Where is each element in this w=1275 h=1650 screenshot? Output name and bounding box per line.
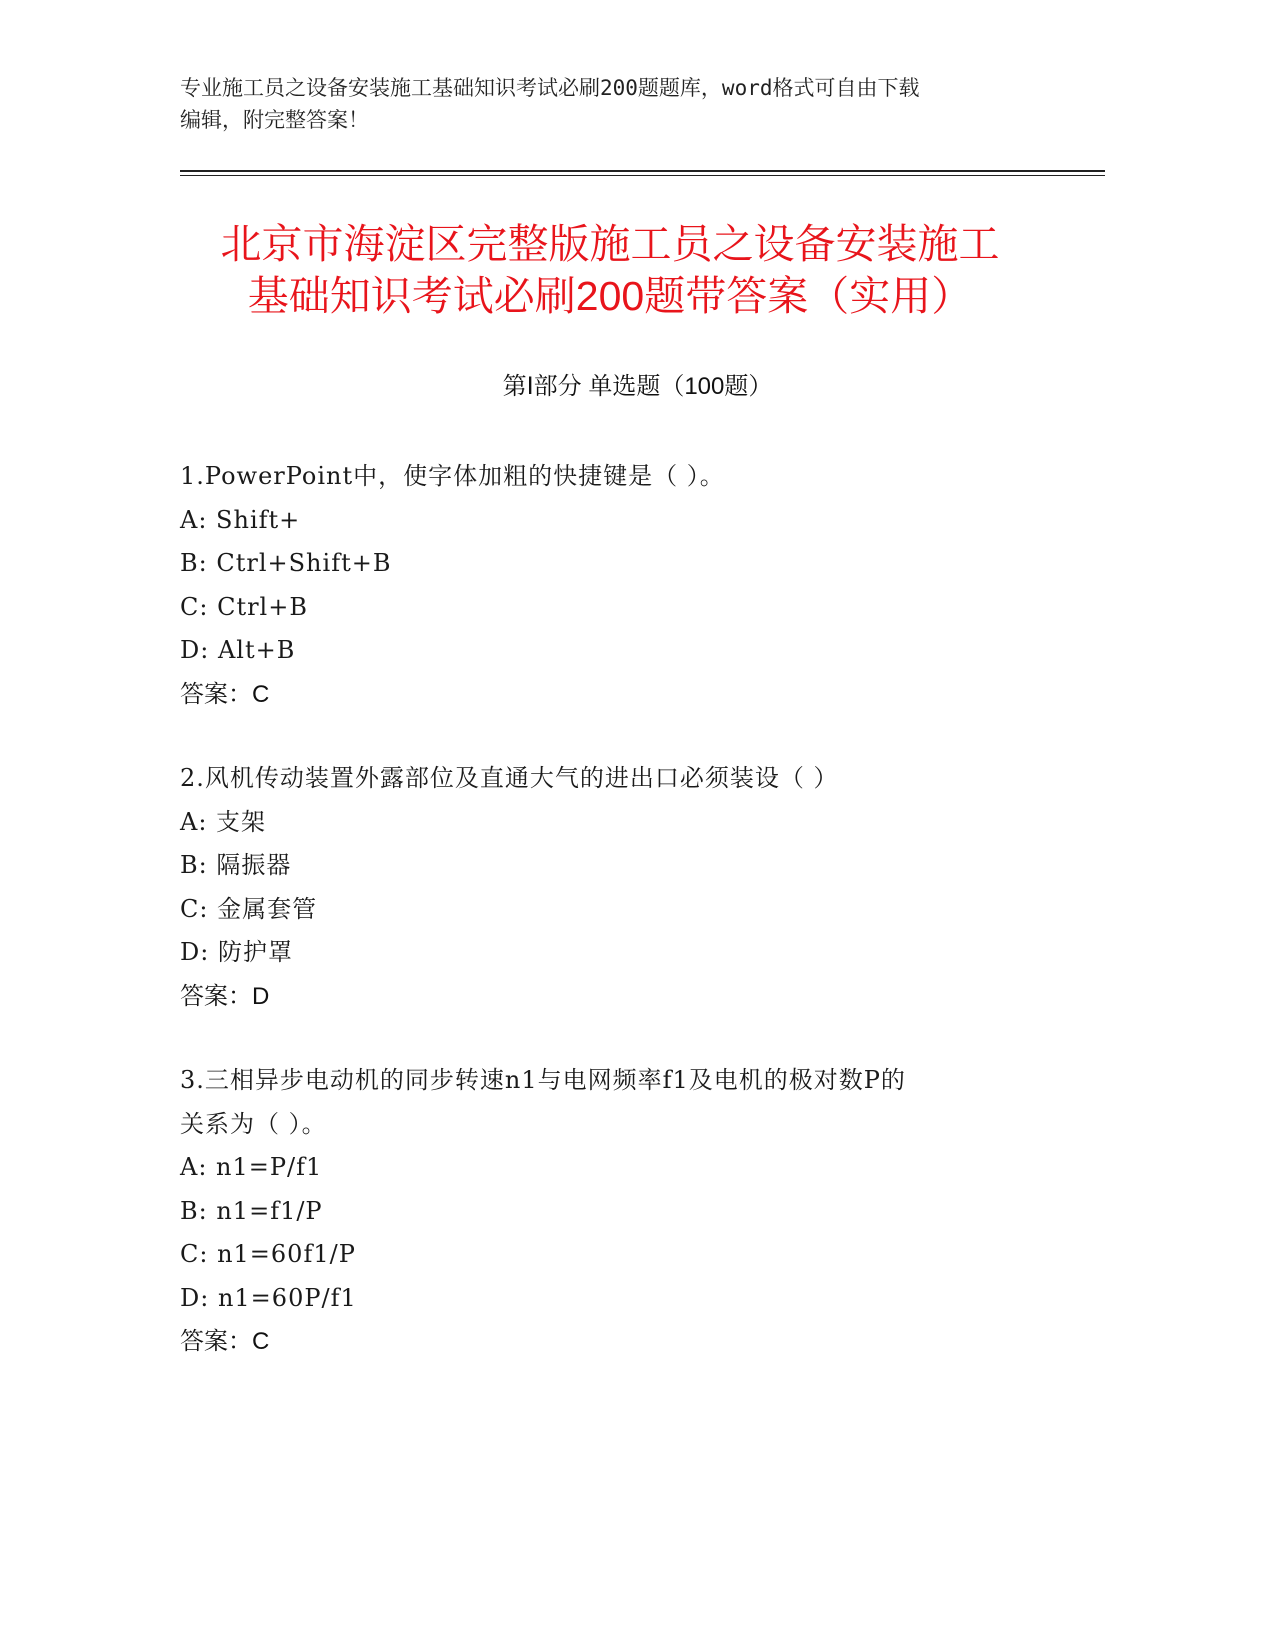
answer: 答案：C — [180, 680, 270, 708]
document-title-line-1: 北京市海淀区完整版施工员之设备安装施工 — [220, 221, 1000, 267]
option-c: C: n1=60f1/P — [180, 1240, 356, 1268]
option-b: B: n1=f1/P — [180, 1196, 323, 1225]
document-title — [160, 218, 1060, 322]
header-divider-thick — [180, 170, 1105, 172]
question-stem: 3.三相异步电动机的同步转速n1与电网频率f1及电机的极对数P的 — [180, 1066, 906, 1094]
option-c: C: 金属套管 — [180, 894, 318, 923]
option-a: A: Shift+ — [180, 505, 301, 534]
question-stem: 2.风机传动装置外露部位及直通大气的进出口必须装设（ ） — [180, 764, 839, 792]
question-3 — [180, 1059, 1060, 1364]
option-c: C: Ctrl+B — [180, 592, 308, 621]
header-note-line-2: 编辑，附完整答案！ — [180, 108, 369, 132]
question-stem-continued: 关系为（ ）。 — [180, 1109, 327, 1138]
answer: 答案：C — [180, 1328, 270, 1355]
header-note — [180, 72, 1050, 136]
option-b: B: Ctrl+Shift+B — [180, 549, 392, 577]
option-d: D: Alt+B — [180, 636, 296, 664]
option-d: D: 防护罩 — [180, 938, 293, 966]
option-d: D: n1=60P/f1 — [180, 1283, 357, 1312]
header-divider-thin — [180, 175, 1105, 176]
option-a: A: 支架 — [180, 807, 267, 836]
question-list — [180, 455, 1060, 1405]
answer: 答案：D — [180, 982, 270, 1010]
document-title-line-2: 基础知识考试必刷200题带答案（实用） — [247, 273, 973, 319]
question-1 — [180, 455, 1060, 716]
option-b: B: 隔振器 — [180, 851, 292, 879]
option-a: A: n1=P/f1 — [180, 1153, 323, 1181]
header-note-line-1: 专业施工员之设备安装施工基础知识考试必刷200题题库，word格式可自由下载 — [180, 76, 920, 100]
question-2 — [180, 757, 1060, 1018]
question-stem: 1.PowerPoint中，使字体加粗的快捷键是（ ）。 — [180, 462, 725, 490]
section-title: 第Ⅰ部分 单选题（100题） — [502, 373, 773, 400]
